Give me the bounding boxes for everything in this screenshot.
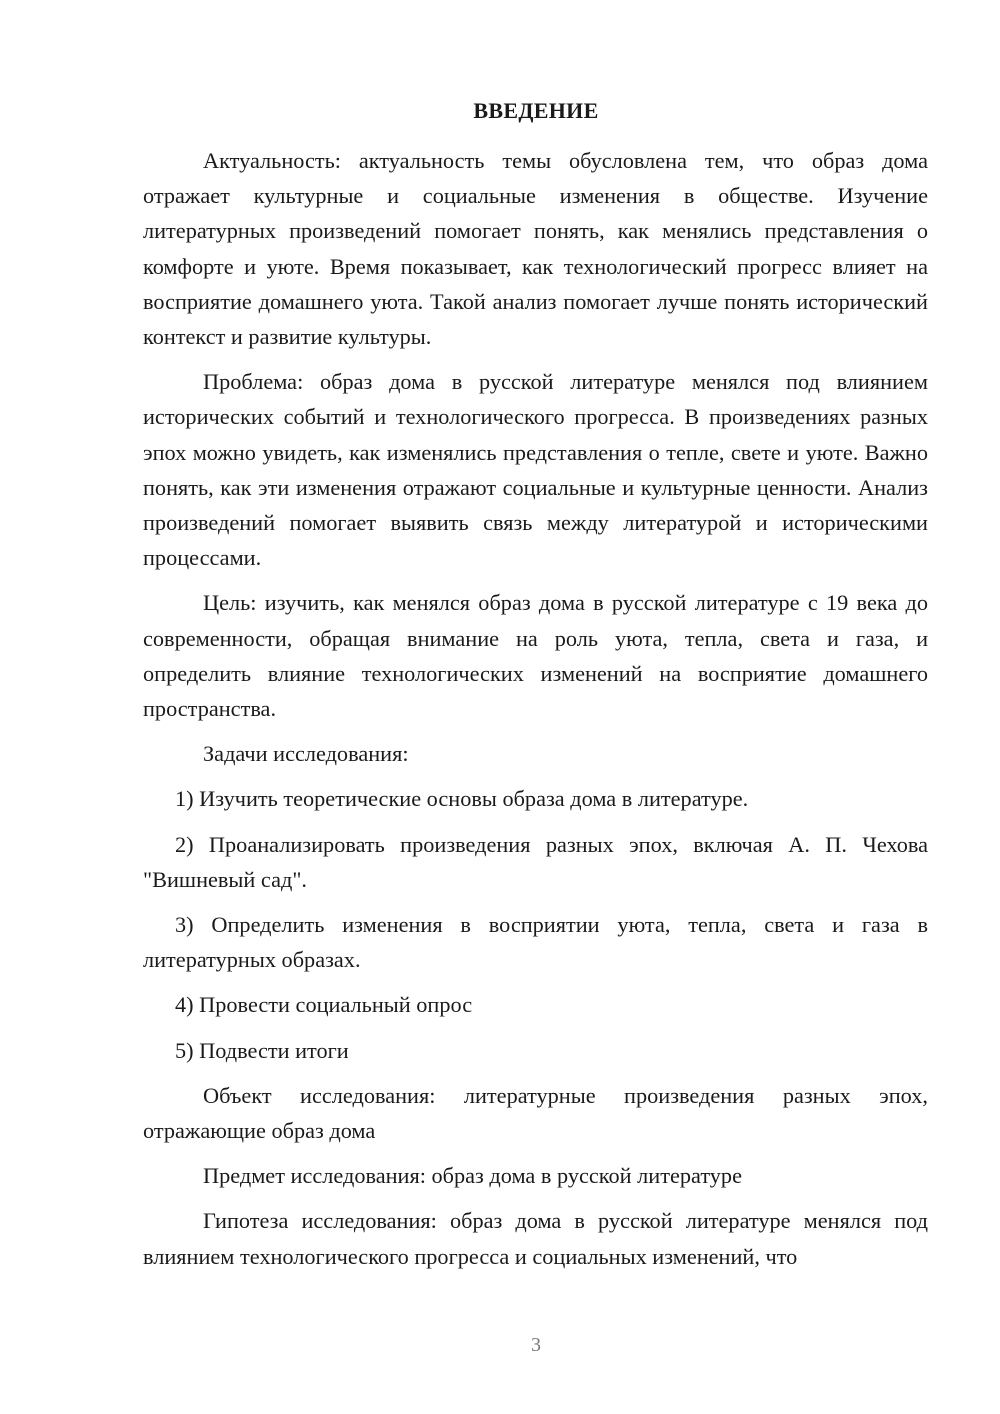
task-item-1: 1) Изучить теоретические основы образа дома в литературе. <box>175 786 749 812</box>
section-title: ВВЕДЕНИЕ <box>473 98 599 123</box>
paragraph-hypothesis: Гипотеза исследования: образ дома в русской литературе менялся под влиянием технологического прогресса и социальных изменений, что <box>143 1208 928 1269</box>
paragraph-subject: Предмет исследования: образ дома в русской литературе <box>203 1163 742 1189</box>
paragraph-object: Объект исследования: литературные произведения разных эпох, отражающие образ дома <box>143 1082 928 1144</box>
paragraph-relevance: Актуальность: актуальность темы обусловлена тем, что образ дома отражает культурные и социальные изменения в обществе. Изучение литературных произведений помогает понять, как менялись представления о комфорте и уюте. Время показывает, как технологический прогресс влияет на восприятие домашнего уюта. Такой анализ помогает лучше понять исторический контекст и развитие культуры. <box>143 148 928 350</box>
paragraph-problem: Проблема: образ дома в русской литературе менялся под влиянием исторических событий и технологического прогресса. В произведениях разных эпох можно увидеть, как изменялись представления о тепле, свете и уюте. Важно понять, как эти изменения отражают социальные и культурные ценности. Анализ произведений помогает выявить связь между литературой и историческими процессами. <box>143 369 928 571</box>
task-item-2: 2) Проанализировать произведения разных эпох, включая А. П. Чехова "Вишневый сад". <box>143 831 928 892</box>
page-number: 3 <box>531 1334 541 1356</box>
task-item-3: 3) Определить изменения в восприятии уюта, тепла, света и газа в литературных образах. <box>143 912 928 973</box>
document-body <box>143 143 928 1284</box>
paragraph-tasks-heading: Задачи исследования: <box>203 741 409 767</box>
task-item-4: 4) Провести социальный опрос <box>175 992 473 1018</box>
task-item-5: 5) Подвести итоги <box>175 1037 349 1063</box>
paragraph-goal: Цель: изучить, как менялся образ дома в русской литературе с 19 века до современности, обращая внимание на роль уюта, тепла, света и газа, и определить влияние технологических изменений на восприятие домашнего пространства. <box>143 590 928 722</box>
